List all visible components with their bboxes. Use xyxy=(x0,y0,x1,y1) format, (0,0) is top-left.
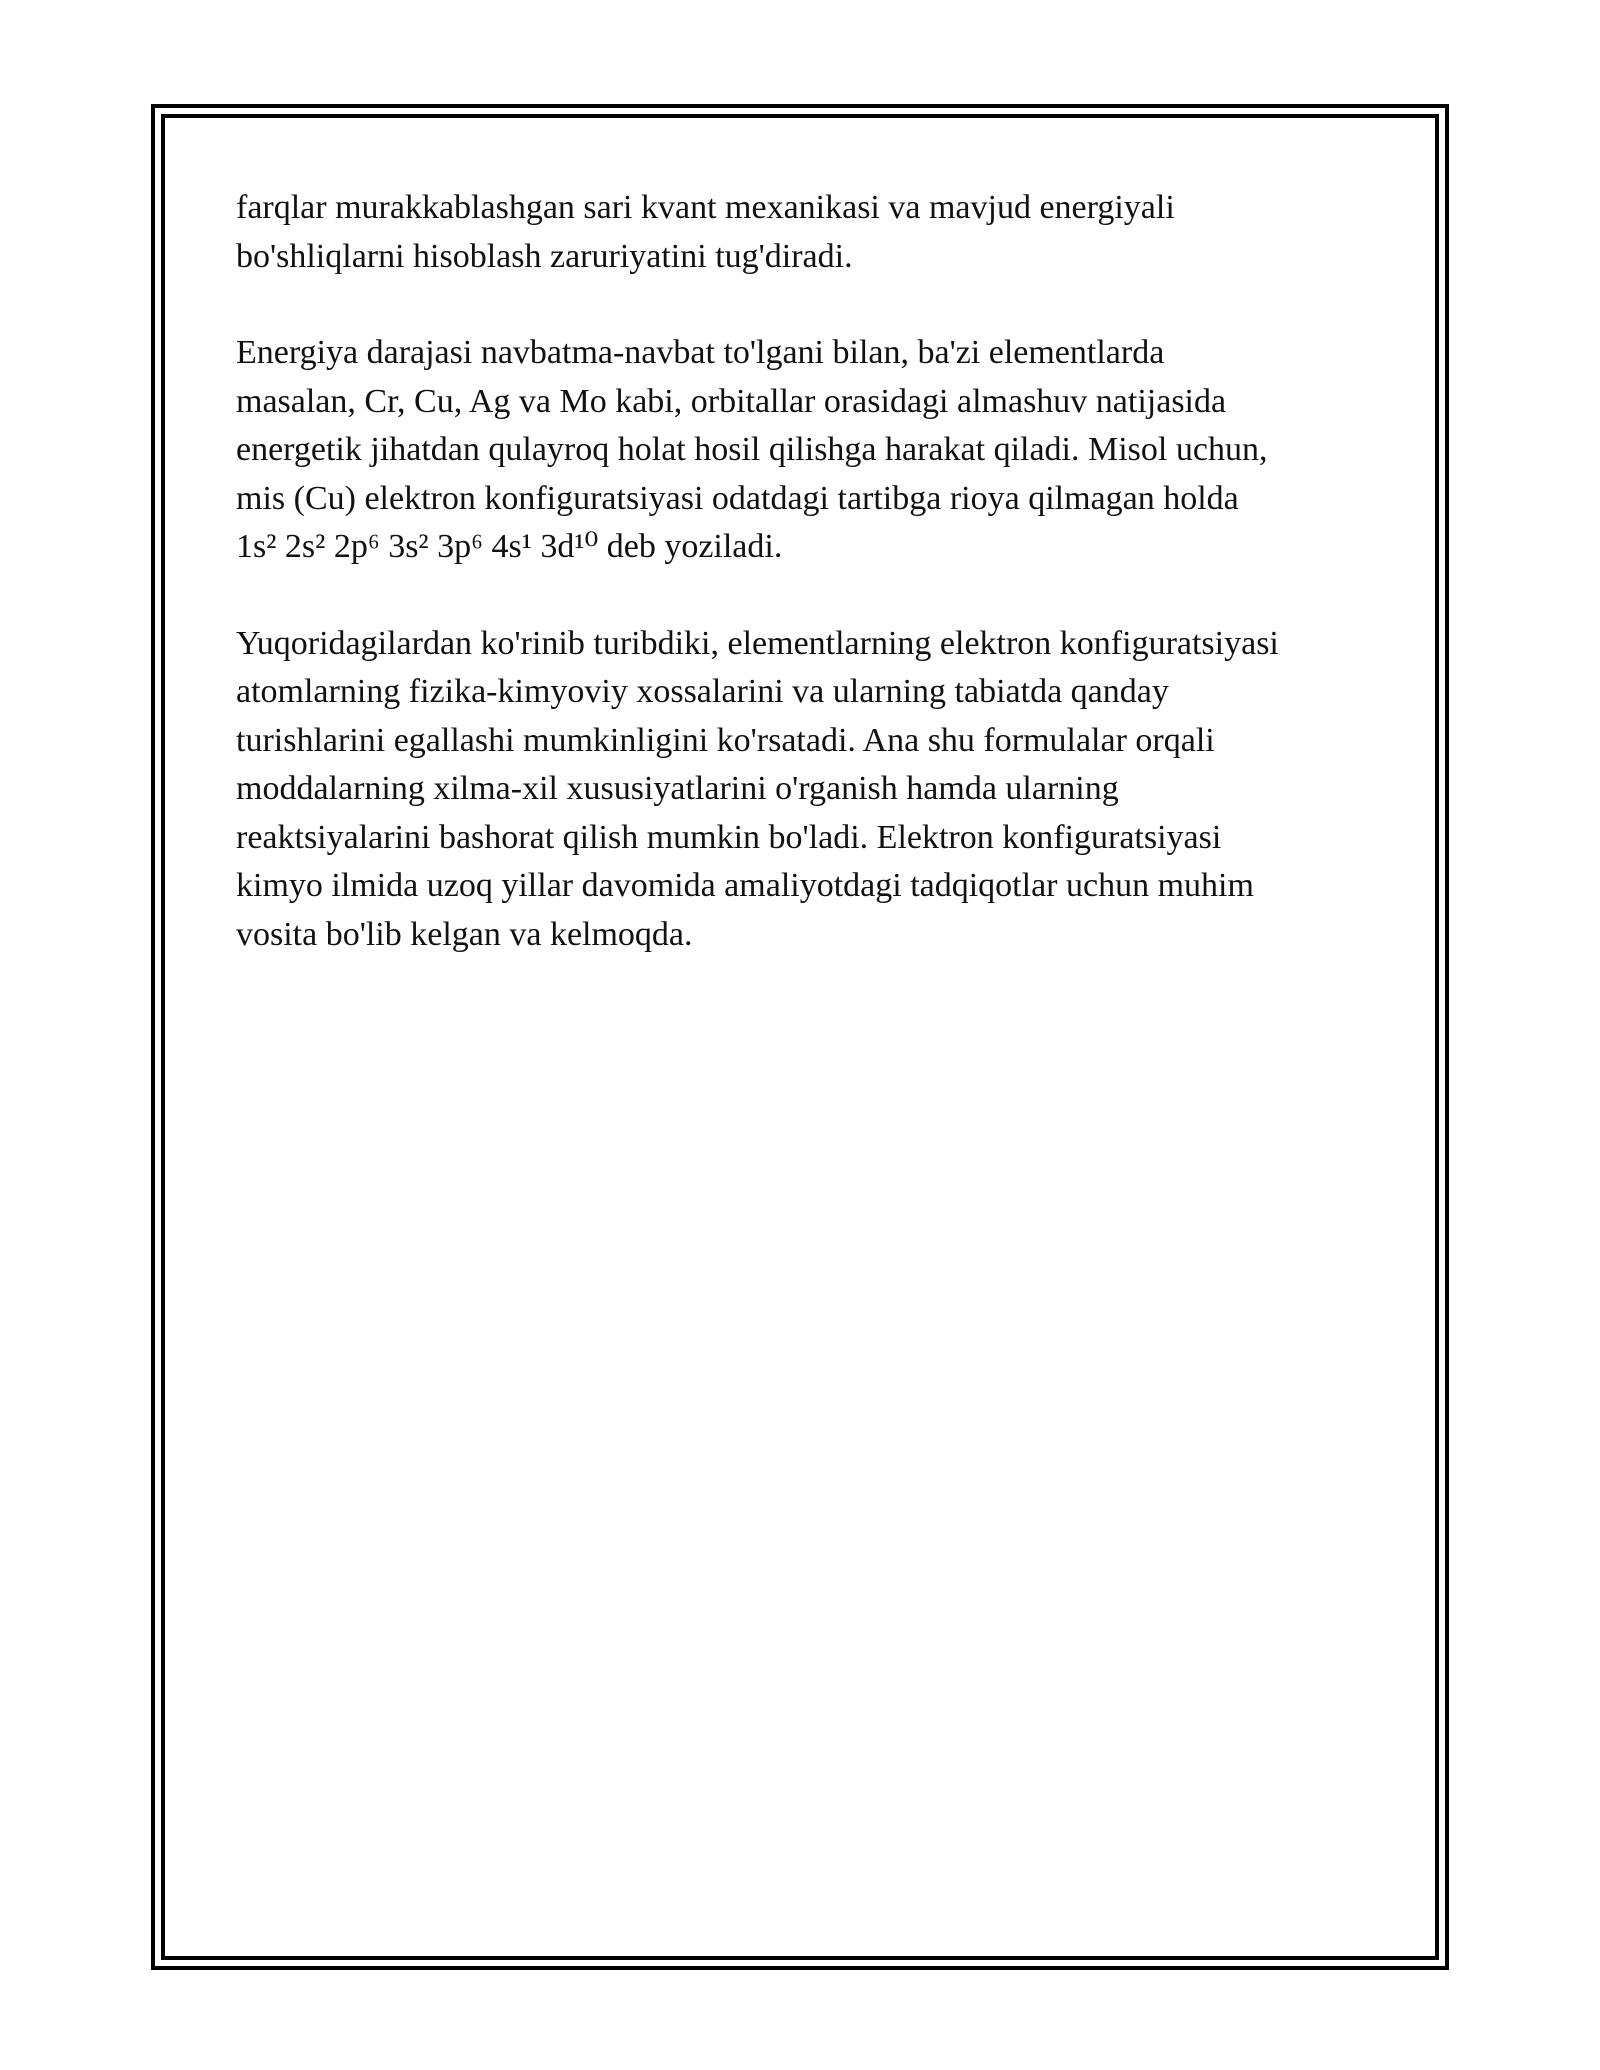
paragraph-3: Yuqoridagilardan ko'rinib turibdiki, elementlarning elektron konfiguratsiyasi atomlarning fizika-kimyoviy xossalarini va ularning tabiatda qanday turishlarini egallashi mumkinligini ko'rsatadi. Ana shu formulalar orqali moddalarning xilma-xil xususiyatlarini o'rganish hamda ularning reaktsiyalarini bashorat qilish mumkin bo'ladi. Elektron konfiguratsiyasi kimyo ilmida uzoq yillar davomida amaliyotdagi tadqiqotlar uchun muhim vosita bo'lib kelgan va kelmoqda. xyxy=(236,624,1279,953)
paragraph-2: Energiya darajasi navbatma-navbat to'lgani bilan, ba'zi elementlarda masalan, Cr, Cu, Ag va Mo kabi, orbitallar orasidagi almashuv natijasida energetik jihatdan qulayroq holat hosil qilishga harakat qiladi. Misol uchun, mis (Cu) elektron konfiguratsiyasi odatdagi tartibga rioya qilmagan holda 1s² 2s² 2p⁶ 3s² 3p⁶ 4s¹ 3d¹⁰ deb yoziladi. xyxy=(236,334,1268,565)
paragraph-1: farqlar murakkablashgan sari kvant mexanikasi va mavjud energiyali bo'shliqlarni hisoblash zaruriyatini tug'diradi. xyxy=(236,189,1175,275)
document-body xyxy=(236,184,1386,1007)
